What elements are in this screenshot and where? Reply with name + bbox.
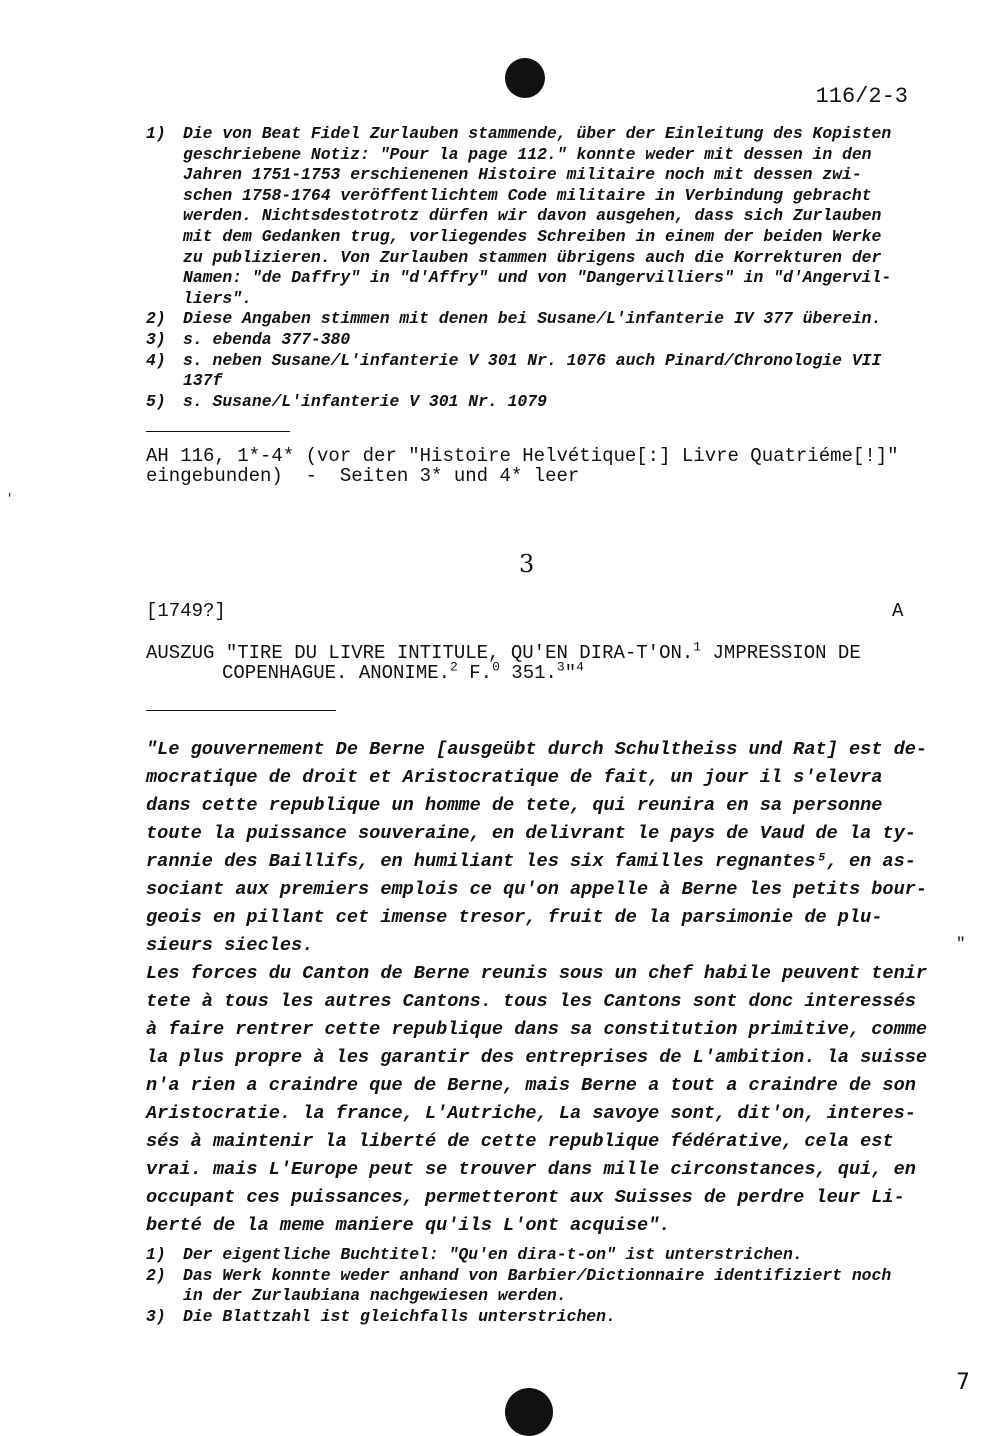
footnote-line: s. Susane/L'infanterie V 301 Nr. 1079 — [183, 391, 547, 411]
footnote-number: 2) — [146, 1265, 166, 1285]
title-text: F. — [457, 662, 493, 684]
footnotes-top — [146, 124, 916, 412]
quote-line: "Le gouvernement De Berne [ausgeübt durch Schultheiss und Rat] est de- — [146, 739, 928, 760]
document-letter: A — [892, 600, 904, 622]
document-number: 3 — [519, 550, 535, 578]
footnote-line: zu publizieren. Von Zurlauben stammen übrigens auch die Korrekturen der — [183, 247, 882, 267]
footnote-line: Namen: "de Daffry" in "d'Affry" und von "Dangervilliers" in "d'Angervil- — [183, 268, 892, 288]
footnotes-bottom — [146, 1245, 926, 1327]
quote-line: à faire rentrer cette republique dans sa constitution primitive, comme — [146, 1019, 928, 1040]
footnote-item — [146, 124, 916, 309]
quote-line: Aristocratie. la france, L'Autriche, La savoye sont, dit'on, interes- — [146, 1103, 916, 1124]
archive-note-line: eingebunden) - Seiten 3* und 4* leer — [146, 465, 580, 487]
footnote-number: 5) — [146, 391, 166, 411]
margin-mark: " — [956, 935, 966, 953]
margin-mark: ' — [6, 492, 14, 506]
quote-line: rannie des Baillifs, en humiliant les six familles regnantes⁵, en as- — [146, 851, 916, 872]
punch-hole-top — [505, 58, 545, 98]
footnote-number: 3) — [146, 329, 166, 349]
footnote-item — [146, 330, 916, 351]
archive-note-line: AH 116, 1*-4* (vor der "Histoire Helvétique[:] Livre Quatriéme[!]" — [146, 445, 899, 467]
footnote-number: 4) — [146, 350, 166, 370]
title-text: 351. — [499, 662, 557, 684]
footnote-item — [146, 1266, 926, 1307]
quote-line: berté de la meme maniere qu'ils L'ont acquise". — [146, 1215, 671, 1236]
quote-line: tete à tous les autres Cantons. tous les Cantons sont donc interessés — [146, 991, 916, 1012]
footnote-item — [146, 1245, 926, 1266]
quote-line: toute la puissance souveraine, en delivrant le pays de Vaud de la ty- — [146, 823, 916, 844]
title-footnote-ref: 0 — [492, 659, 500, 675]
footnote-line: mit dem Gedanken trug, vorliegendes Schreiben in einem der beiden Werke — [183, 226, 882, 246]
footnote-line: 137f — [183, 371, 223, 391]
footnote-line: in der Zurlaubiana nachgewiesen werden. — [183, 1286, 567, 1306]
title-footnote-ref: 3 — [556, 659, 565, 675]
footnote-item — [146, 309, 916, 330]
footnote-number: 2) — [146, 309, 166, 329]
footnote-line: Der eigentliche Buchtitel: "Qu'en dira-t-on" ist unterstrichen. — [183, 1245, 803, 1264]
quote-line: occupant ces puissances, permetteront aux Suisses de perdre leur Li- — [146, 1187, 905, 1208]
title-footnote-ref: 2 — [450, 659, 458, 675]
quoted-text — [146, 736, 926, 1240]
footnote-number: 3) — [146, 1306, 166, 1326]
page-number: 116/2-3 — [815, 84, 908, 109]
quote-line: sociant aux premiers emplois ce qu'on appelle à Berne les petits bour- — [146, 879, 928, 900]
footnote-line: Die von Beat Fidel Zurlauben stammende, über der Einleitung des Kopisten — [183, 124, 892, 143]
footnote-line: schen 1758-1764 veröffentlichtem Code militaire in Verbindung gebracht — [183, 185, 872, 205]
quote-line: vrai. mais L'Europe peut se trouver dans mille circonstances, qui, en — [146, 1159, 916, 1180]
footnote-line: werden. Nichtsdestotrotz dürfen wir davon ausgehen, dass sich Zurlauben — [183, 206, 882, 226]
footnote-number: 1) — [146, 124, 166, 143]
footnote-item — [146, 351, 916, 392]
footnote-line: s. ebenda 377-380 — [183, 329, 351, 349]
footnote-line: Die Blattzahl ist gleichfalls unterstrichen. — [183, 1306, 616, 1326]
title-text: JMPRESSION DE — [701, 642, 861, 664]
title-footnote-ref: 4 — [576, 659, 584, 675]
footnote-line: Jahren 1751-1753 erschienenen Histoire militaire noch mit dessen zwi- — [183, 165, 862, 185]
footnote-item — [146, 1307, 926, 1328]
quote-line: n'a rien a craindre que de Berne, mais Berne a tout a craindre de son — [146, 1075, 916, 1096]
quote-line: sieurs siecles. — [146, 935, 314, 956]
quote-line: geois en pillant cet imense tresor, fruit de la parsimonie de plu- — [146, 907, 883, 928]
title-text: AUSZUG "TIRE DU LIVRE INTITULE, QU'EN DIRA-T'ON. — [146, 642, 694, 664]
footnote-item — [146, 392, 916, 413]
archive-note — [146, 446, 906, 486]
footnote-line: liers". — [183, 288, 252, 308]
quote-line: mocratique de droit et Aristocratique de fait, un jour il s'elevra — [146, 767, 883, 788]
quote-line: dans cette republique un homme de tete, qui reunira en sa personne — [146, 795, 883, 816]
handwritten-mark: 7 — [956, 1370, 970, 1395]
footnote-line: geschriebene Notiz: "Pour la page 112." konnte weder mit dessen in den — [183, 144, 872, 164]
quote-line: sés à maintenir la liberté de cette republique fédérative, cela est — [146, 1131, 894, 1152]
punch-hole-bottom — [505, 1388, 553, 1436]
footnote-number: 1) — [146, 1245, 166, 1264]
footnote-line: Das Werk konnte weder anhand von Barbier/Dictionnaire identifiziert noch — [183, 1265, 892, 1285]
divider-rule — [146, 431, 290, 432]
divider-rule — [146, 710, 336, 711]
document-title — [146, 639, 926, 684]
footnote-line: Diese Angaben stimmen mit denen bei Susane/L'infanterie IV 377 überein. — [183, 309, 882, 329]
title-text: COPENHAGUE. ANONIME. — [222, 662, 451, 684]
document-date: [1749?] — [146, 600, 226, 622]
quote-line: la plus propre à les garantir des entreprises de L'ambition. la suisse — [146, 1047, 928, 1068]
title-text: " — [564, 662, 577, 684]
title-footnote-ref: 1 — [693, 639, 702, 655]
footnote-line: s. neben Susane/L'infanterie V 301 Nr. 1076 auch Pinard/Chronologie VII — [183, 350, 882, 370]
quote-line: Les forces du Canton de Berne reunis sous un chef habile peuvent tenir — [146, 963, 928, 984]
